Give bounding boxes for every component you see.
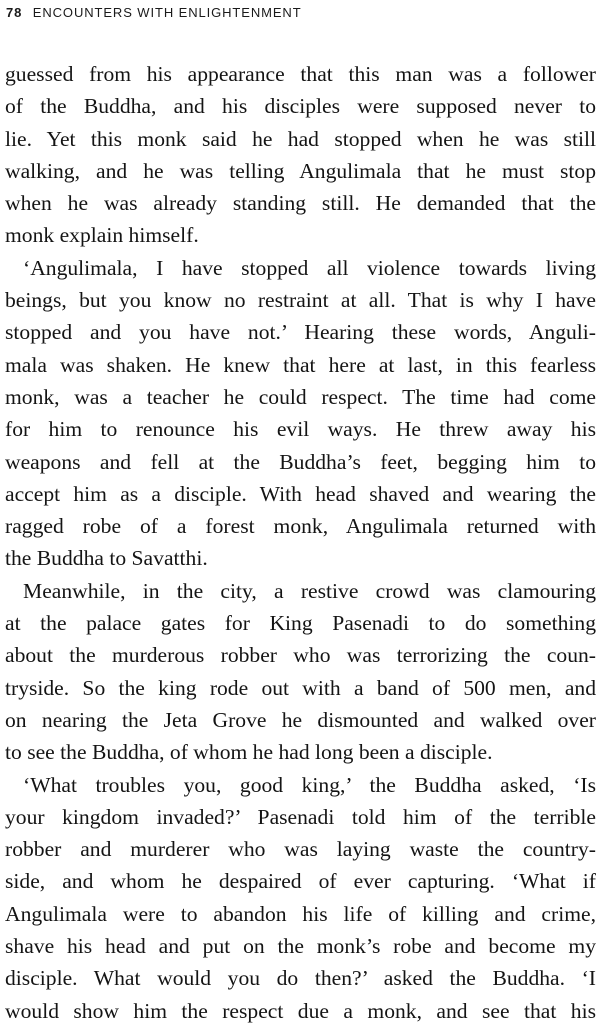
text-line: on nearing the Jeta Grove he dismounted and walked over: [5, 707, 596, 732]
text-line: Angulimala were to abandon his life of killing and crime,: [5, 901, 596, 926]
paragraph: [5, 252, 596, 575]
text-line: to see the Buddha, of whom he had long been a disciple.: [5, 740, 493, 765]
text-line: walking, and he was telling Angulimala that he must stop: [5, 158, 596, 183]
text-line: monk explain himself.: [5, 223, 199, 248]
text-line: stopped and you have not.’ Hearing these words, Anguli-: [5, 320, 596, 345]
text-line: side, and whom he despaired of ever capturing. ‘What if: [5, 869, 596, 894]
text-line: robber and murderer who was laying waste the country-: [5, 837, 596, 862]
text-line: accept him as a disciple. With head shaved and wearing the: [5, 481, 596, 506]
text-line: the Buddha to Savatthi.: [5, 546, 208, 571]
text-line: tryside. So the king rode out with a band of 500 men, and: [5, 675, 596, 700]
text-line: ‘What troubles you, good king,’ the Buddha asked, ‘Is: [23, 772, 596, 797]
paragraph: [5, 575, 596, 769]
running-head: [6, 5, 302, 25]
text-line: your kingdom invaded?’ Pasenadi told him of the terrible: [5, 804, 596, 829]
text-line: Meanwhile, in the city, a restive crowd was clamouring: [23, 578, 596, 603]
text-line: lie. Yet this monk said he had stopped when he was still: [5, 126, 596, 151]
text-line: would show him the respect due a monk, and see that his: [5, 998, 596, 1023]
text-line: monk, was a teacher he could respect. The time had come: [5, 384, 596, 409]
text-line: mala was shaken. He knew that here at last, in this fearless: [5, 352, 596, 377]
text-line: at the palace gates for King Pasenadi to do something: [5, 611, 596, 636]
text-line: ragged robe of a forest monk, Angulimala returned with: [5, 514, 596, 539]
text-line: guessed from his appearance that this man was a follower: [5, 62, 596, 86]
text-line: for him to renounce his evil ways. He threw away his: [5, 417, 596, 442]
text-line: shave his head and put on the monk’s robe and become my: [5, 934, 596, 959]
page-number: 78: [6, 5, 23, 20]
text-line: when he was already standing still. He demanded that the: [5, 191, 596, 216]
running-title: ENCOUNTERS WITH ENLIGHTENMENT: [32, 5, 302, 20]
text-line: disciple. What would you do then?’ asked the Buddha. ‘I: [5, 966, 596, 991]
text-line: ‘Angulimala, I have stopped all violence towards living: [23, 255, 596, 280]
body-text: [5, 58, 596, 1027]
text-line: beings, but you know no restraint at all. That is why I have: [5, 288, 596, 313]
text-line: weapons and fell at the Buddha’s feet, begging him to: [5, 449, 596, 474]
paragraph: [5, 58, 596, 252]
paragraph: [5, 769, 596, 1027]
text-line: of the Buddha, and his disciples were supposed never to: [5, 94, 596, 119]
text-line: about the murderous robber who was terrorizing the coun-: [5, 643, 596, 668]
